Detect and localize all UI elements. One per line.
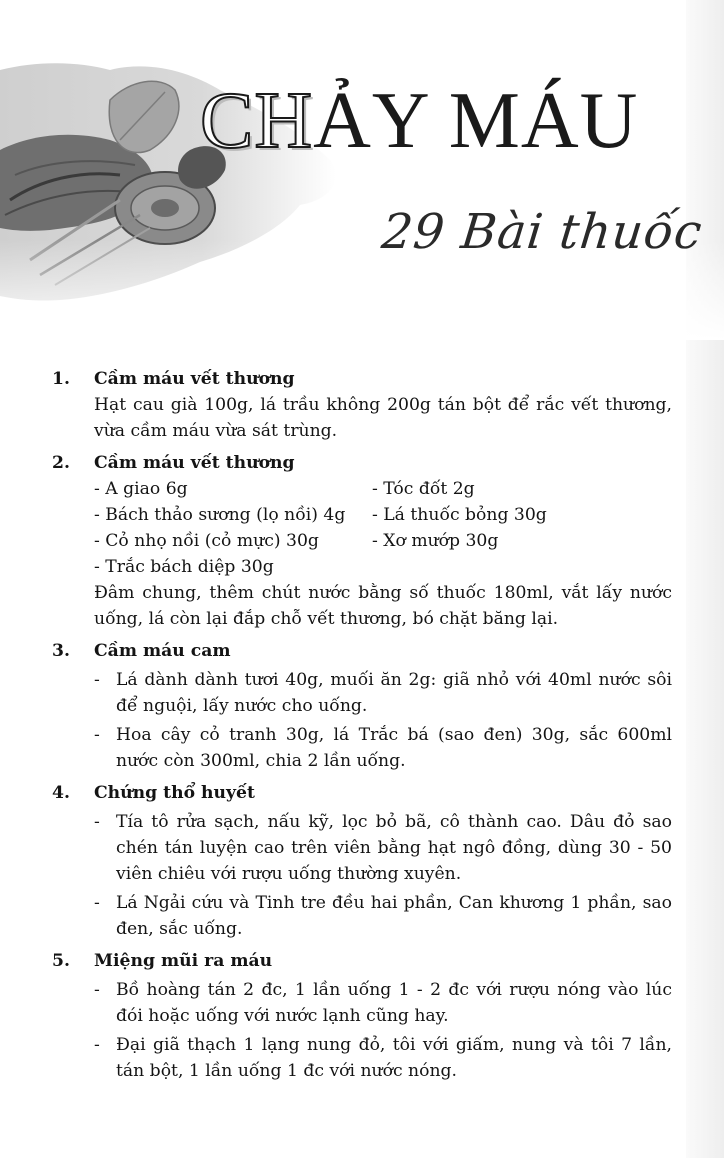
list-item	[52, 1032, 672, 1084]
ingredient-item: - Trắc bách diệp 30g	[94, 557, 274, 577]
dash-bullet: -	[94, 670, 100, 690]
page-title	[200, 76, 638, 167]
section-number: 3.	[52, 641, 70, 661]
ingredient-item: - Cỏ nhọ nồi (cỏ mực) 30g	[94, 531, 319, 551]
section-number: 4.	[52, 783, 70, 803]
section-number: 1.	[52, 369, 70, 389]
section-number: 2.	[52, 453, 70, 473]
list-item	[52, 667, 672, 719]
remedy-section-4	[52, 780, 672, 942]
list-item-text: Lá Ngải cứu và Tinh tre đều hai phần, Can khương 1 phần, sao đen, sắc uống.	[116, 893, 672, 939]
section-heading	[52, 948, 672, 974]
dash-bullet: -	[94, 1035, 100, 1055]
list-item-text: Bồ hoàng tán 2 đc, 1 lần uống 1 - 2 đc với rượu nóng vào lúc đói hoặc uống với nước lạnh cũng hay.	[116, 980, 672, 1026]
list-item	[52, 890, 672, 942]
dash-bullet: -	[94, 893, 100, 913]
title-outline-part: CH	[200, 77, 314, 165]
section-heading	[52, 366, 672, 392]
section-heading	[52, 450, 672, 476]
section-title: Chứng thổ huyết	[94, 783, 255, 803]
ingredient-item: - Xơ mướp 30g	[372, 531, 499, 551]
section-title: Cầm máu vết thương	[94, 369, 295, 389]
section-title: Cầm máu vết thương	[94, 453, 295, 473]
list-item	[52, 722, 672, 774]
remedy-section-5	[52, 948, 672, 1084]
section-text: Đâm chung, thêm chút nước bằng số thuốc 180ml, vắt lấy nước uống, lá còn lại đắp chỗ vết thương, bó chặt băng lại.	[94, 583, 672, 629]
section-heading	[52, 638, 672, 664]
section-heading	[52, 780, 672, 806]
ingredient-grid	[52, 476, 672, 580]
remedy-section-1	[52, 366, 672, 444]
remedy-section-2	[52, 450, 672, 632]
list-item	[52, 977, 672, 1029]
ingredient-item: - A giao 6g	[94, 479, 188, 499]
title-rest: ẢY MÁU	[313, 77, 639, 165]
section-number: 5.	[52, 951, 70, 971]
page-subtitle: 29 Bài thuốc	[379, 204, 706, 260]
list-item-text: Đại giã thạch 1 lạng nung đỏ, tôi với giấm, nung và tôi 7 lần, tán bột, 1 lần uống 1 đc với nước nóng.	[116, 1035, 672, 1081]
dash-bullet: -	[94, 980, 100, 1000]
section-text: Hạt cau già 100g, lá trầu không 200g tán bột để rắc vết thương, vừa cầm máu vừa sát trùng.	[94, 395, 672, 441]
ingredient-item: - Lá thuốc bỏng 30g	[372, 505, 547, 525]
list-item	[52, 809, 672, 887]
dash-bullet: -	[94, 812, 100, 832]
list-item-text: Tía tô rửa sạch, nấu kỹ, lọc bỏ bã, cô thành cao. Dâu đỏ sao chén tán luyện cao trên viên bằng hạt ngô đồng, dùng 30 - 50 viên chiêu với rượu uống thường xuyên.	[116, 812, 672, 884]
section-title: Miệng mũi ra máu	[94, 951, 273, 971]
list-item-text: Hoa cây cỏ tranh 30g, lá Trắc bá (sao đen) 30g, sắc 600ml nước còn 300ml, chia 2 lần uống.	[116, 725, 672, 771]
ingredient-item: - Bách thảo sương (lọ nồi) 4g	[94, 505, 346, 525]
section-title: Cầm máu cam	[94, 641, 231, 661]
remedy-list	[52, 366, 672, 1090]
dash-bullet: -	[94, 725, 100, 745]
ingredient-item: - Tóc đốt 2g	[372, 479, 475, 499]
herbs-in-hand-illustration	[0, 0, 724, 340]
remedy-section-3	[52, 638, 672, 774]
list-item-text: Lá dành dành tươi 40g, muối ăn 2g: giã nhỏ với 40ml nước sôi để nguội, lấy nước cho uống.	[116, 670, 672, 716]
